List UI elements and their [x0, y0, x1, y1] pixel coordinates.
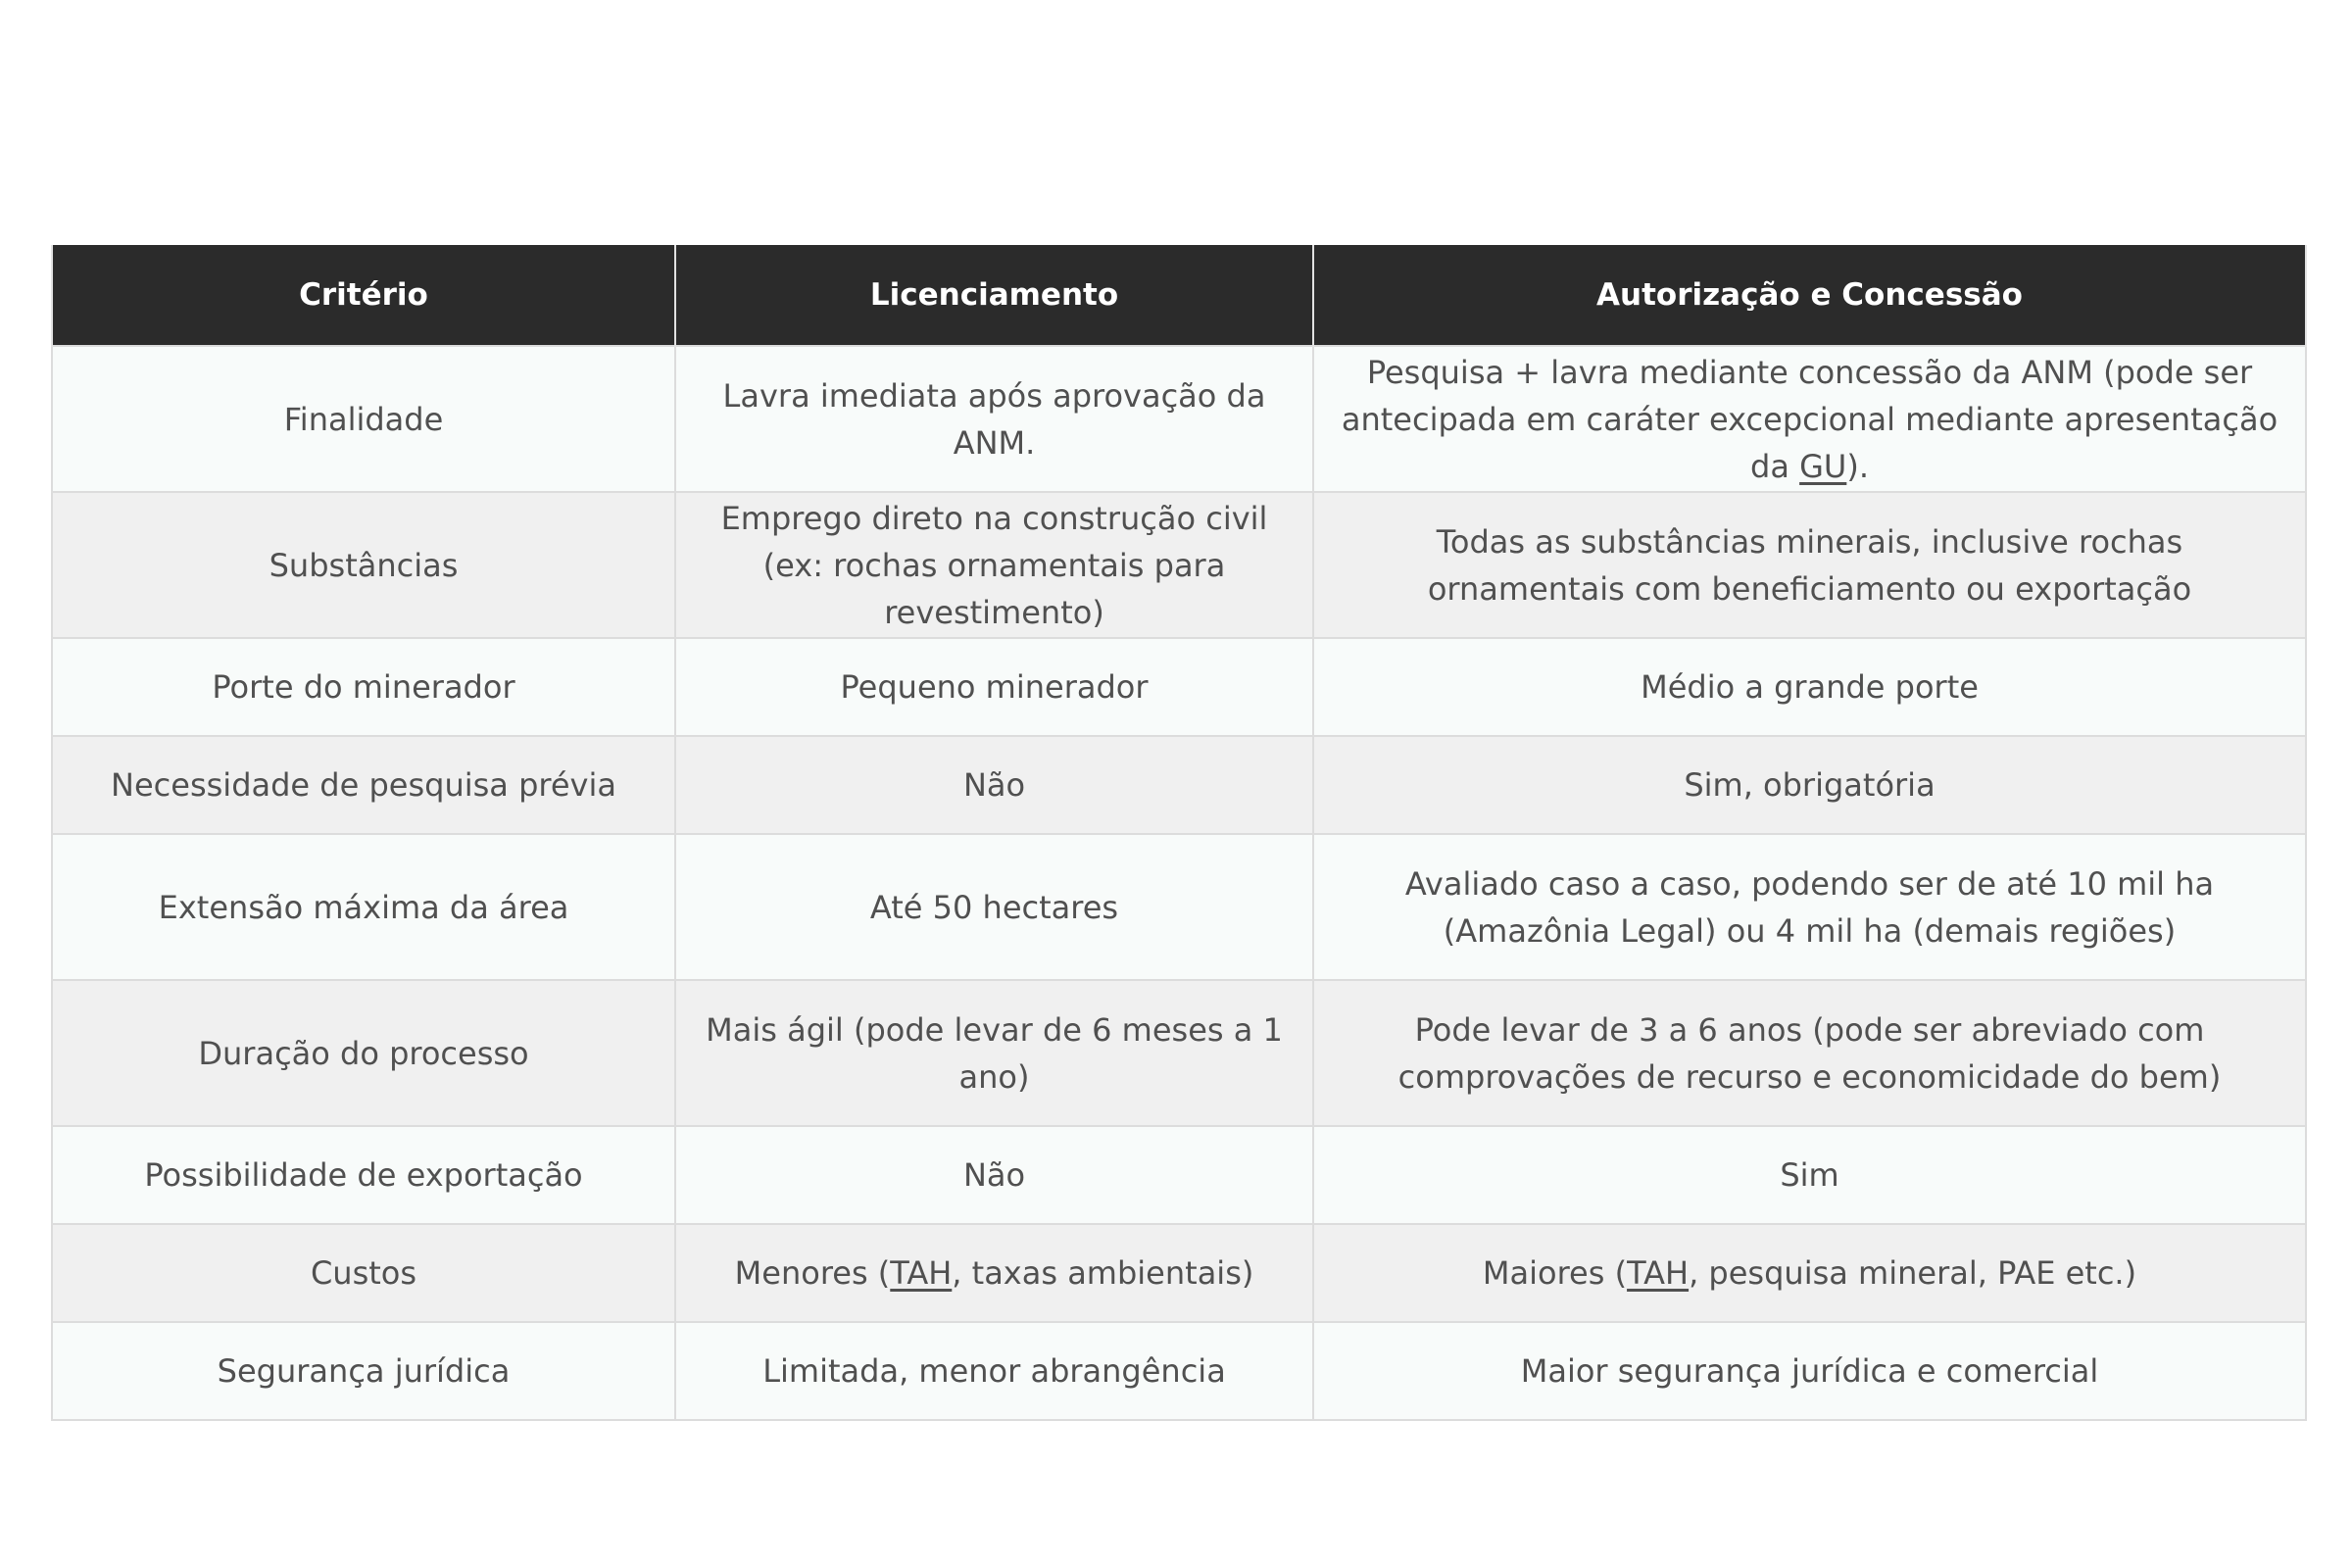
cell-autorizacao: [1313, 346, 2306, 492]
header-licenciamento: Licenciamento: [675, 245, 1313, 346]
cell-licenciamento: [675, 1224, 1313, 1322]
cell-autorizacao: Pode levar de 3 a 6 anos (pode ser abreviado com comprovações de recurso e economicidade do bem): [1313, 980, 2306, 1126]
table-row: [52, 980, 2306, 1126]
cell-autorizacao: Médio a grande porte: [1313, 638, 2306, 736]
cell-text: Pesquisa + lavra mediante concessão da ANM (pode ser antecipada em caráter excepcional mediante apresentação da: [1341, 353, 2278, 485]
cell-criterio: Extensão máxima da área: [52, 834, 675, 980]
cell-text: , taxas ambientais): [952, 1254, 1254, 1292]
cell-licenciamento: Emprego direto na construção civil (ex: rochas ornamentais para revestimento): [675, 492, 1313, 638]
cell-criterio: Necessidade de pesquisa prévia: [52, 736, 675, 834]
cell-autorizacao: Todas as substâncias minerais, inclusive rochas ornamentais com beneficiamento ou exportação: [1313, 492, 2306, 638]
comparison-table-container: [51, 245, 2305, 1421]
cell-autorizacao: Maior segurança jurídica e comercial: [1313, 1322, 2306, 1420]
cell-text: Menores (: [734, 1254, 891, 1292]
header-criterio: Critério: [52, 245, 675, 346]
cell-licenciamento: Lavra imediata após aprovação da ANM.: [675, 346, 1313, 492]
table-body: [52, 346, 2306, 1420]
cell-licenciamento: Até 50 hectares: [675, 834, 1313, 980]
table-row: [52, 834, 2306, 980]
abbr-gu[interactable]: GU: [1799, 447, 1847, 485]
cell-text: , pesquisa mineral, PAE etc.): [1689, 1254, 2137, 1292]
cell-licenciamento: Mais ágil (pode levar de 6 meses a 1 ano): [675, 980, 1313, 1126]
cell-criterio: Substâncias: [52, 492, 675, 638]
comparison-table: [51, 245, 2307, 1421]
cell-licenciamento: Limitada, menor abrangência: [675, 1322, 1313, 1420]
header-autorizacao-concessao: Autorização e Concessão: [1313, 245, 2306, 346]
cell-autorizacao: Sim: [1313, 1126, 2306, 1224]
cell-text: Maiores (: [1482, 1254, 1628, 1292]
table-header: [52, 245, 2306, 346]
cell-licenciamento: Não: [675, 1126, 1313, 1224]
table-row: [52, 492, 2306, 638]
cell-criterio: Finalidade: [52, 346, 675, 492]
header-row: [52, 245, 2306, 346]
table-row: [52, 638, 2306, 736]
cell-criterio: Porte do minerador: [52, 638, 675, 736]
table-row: [52, 1224, 2306, 1322]
cell-licenciamento: Pequeno minerador: [675, 638, 1313, 736]
table-row: [52, 736, 2306, 834]
cell-criterio: Custos: [52, 1224, 675, 1322]
cell-autorizacao: Avaliado caso a caso, podendo ser de até 10 mil ha (Amazônia Legal) ou 4 mil ha (demais regiões): [1313, 834, 2306, 980]
cell-licenciamento: Não: [675, 736, 1313, 834]
cell-text: ).: [1846, 447, 1869, 485]
table-row: [52, 346, 2306, 492]
cell-autorizacao: [1313, 1224, 2306, 1322]
abbr-tah[interactable]: TAH: [890, 1254, 953, 1292]
cell-criterio: Possibilidade de exportação: [52, 1126, 675, 1224]
table-row: [52, 1322, 2306, 1420]
cell-criterio: Segurança jurídica: [52, 1322, 675, 1420]
abbr-tah[interactable]: TAH: [1627, 1254, 1690, 1292]
table-row: [52, 1126, 2306, 1224]
cell-autorizacao: Sim, obrigatória: [1313, 736, 2306, 834]
cell-criterio: Duração do processo: [52, 980, 675, 1126]
